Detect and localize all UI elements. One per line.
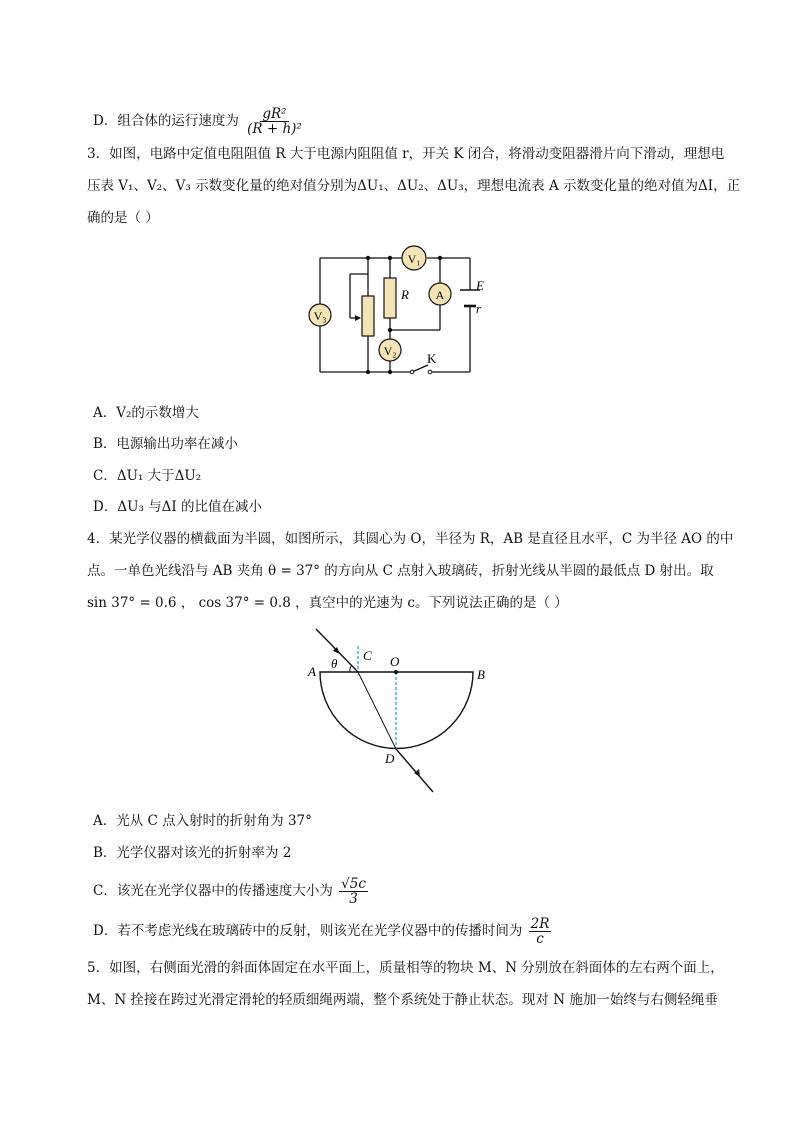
q4-option-c-fraction bbox=[339, 877, 368, 906]
q4-option-d-text: D．若不考虑光线在玻璃砖中的反射，则该光在光学仪器中的传播时间为 bbox=[93, 923, 523, 939]
point-c-label: C bbox=[363, 648, 372, 663]
fraction-numerator: √5c bbox=[341, 876, 366, 892]
point-b-label: B bbox=[477, 667, 485, 682]
switch-label: K bbox=[427, 351, 437, 366]
q3-circuit-diagram bbox=[300, 238, 500, 380]
q3-option-b: B．电源输出功率在减小 bbox=[93, 436, 238, 452]
q4-option-c-text: C．该光在光学仪器中的传播速度大小为 bbox=[93, 883, 333, 899]
internal-resistance-label: r bbox=[476, 301, 482, 316]
theta-label: θ bbox=[331, 656, 338, 671]
q3-option-a: A．V₂的示数增大 bbox=[93, 405, 199, 421]
q2-option-d-text: D．组合体的运行速度为 bbox=[93, 113, 239, 129]
resistor-label: R bbox=[401, 287, 409, 302]
q4-option-d-fraction bbox=[529, 917, 552, 946]
q3-stem-line3: 确的是（ ） bbox=[87, 210, 159, 226]
q5-stem-line1: 5．如图，右侧面光滑的斜面体固定在水平面上，质量相等的物块 M、N 分别放在斜面体的左右两个面上， bbox=[87, 960, 724, 976]
q4-option-b: B．光学仪器对该光的折射率为 2 bbox=[93, 845, 292, 861]
q3-stem-line2: 压表 V₁、V₂、V₃ 示数变化量的绝对值分别为ΔU₁、ΔU₂、ΔU₃，理想电流表 A 示数变化量的绝对值为ΔI，正 bbox=[87, 178, 741, 194]
fraction-numerator: gR² bbox=[262, 106, 287, 122]
fraction-denominator: c bbox=[536, 931, 544, 947]
fraction-denominator: 3 bbox=[349, 891, 358, 907]
q3-option-c: C．ΔU₁ 大于ΔU₂ bbox=[93, 468, 202, 484]
point-a-label: A bbox=[308, 664, 316, 679]
q4-stem-line3: sin 37° = 0.6 ， cos 37° = 0.8 ，真空中的光速为 c。下列说法正确的是（ ） bbox=[87, 595, 568, 611]
voltmeter-v2-label: V₂ bbox=[383, 344, 397, 358]
point-o-label: O bbox=[390, 654, 400, 669]
emf-label: E bbox=[476, 278, 484, 293]
q4-semicircle-diagram bbox=[300, 622, 500, 800]
voltmeter-v1-label: V₁ bbox=[407, 252, 421, 266]
ammeter-label: A bbox=[435, 288, 445, 302]
q5-stem-line2: M、N 拴接在跨过光滑定滑轮的轻质细绳两端，整个系统处于静止状态。现对 N 施加一始终与右侧轻绳垂 bbox=[87, 992, 718, 1008]
q2-option-d-fraction bbox=[245, 107, 304, 136]
q3-option-d: D．ΔU₃ 与ΔI 的比值在减小 bbox=[93, 499, 263, 515]
q4-option-c bbox=[93, 877, 368, 906]
q4-option-a: A．光从 C 点入射时的折射角为 37° bbox=[93, 813, 312, 829]
q4-stem-line1: 4．某光学仪器的横截面为半圆，如图所示，其圆心为 O，半径为 R，AB 是直径且水平，C 为半径 AO 的中 bbox=[87, 531, 734, 547]
voltmeter-v3-label: V₃ bbox=[313, 309, 327, 323]
q2-option-d bbox=[93, 107, 304, 136]
point-d-label: D bbox=[385, 751, 395, 766]
q3-stem-line1: 3．如图，电路中定值电阻阻值 R 大于电源内阻阻值 r，开关 K 闭合，将滑动变阻器滑片向下滑动，理想电 bbox=[87, 146, 725, 162]
q4-option-d bbox=[93, 917, 551, 946]
fraction-numerator: 2R bbox=[530, 916, 550, 932]
fraction-denominator: (R + h)² bbox=[247, 121, 302, 137]
q4-stem-line2: 点。一单色光线沿与 AB 夹角 θ = 37° 的方向从 C 点射入玻璃砖，折射光线从半圆的最低点 D 射出。取 bbox=[87, 563, 714, 579]
